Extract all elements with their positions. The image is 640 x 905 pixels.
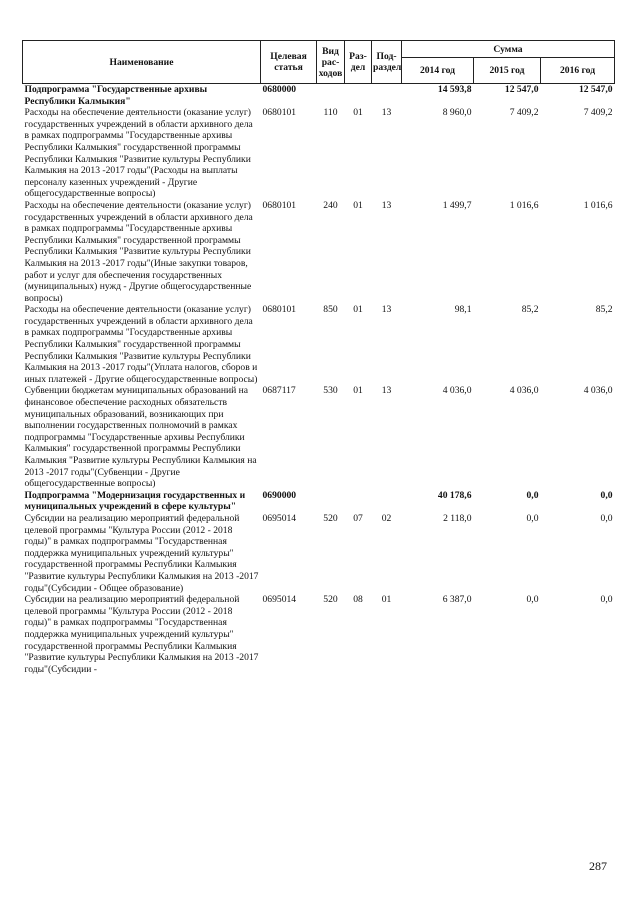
cell-kind: 530: [323, 385, 338, 397]
cell-subsection: 13: [381, 304, 392, 316]
cell-target: 0680000: [262, 84, 297, 95]
cell-2015: 0,0: [526, 512, 539, 524]
cell-section: 01: [353, 199, 363, 211]
page-number: 287: [589, 859, 607, 873]
cell-subsection: [372, 490, 402, 513]
table-body: [23, 84, 615, 676]
subprogram-row: [23, 84, 615, 108]
cell-subsection: 01: [381, 594, 392, 606]
cell-2016: 85,2: [595, 304, 613, 316]
cell-2014: 14 593,8: [437, 84, 472, 95]
header-year-2016: 2016 год: [541, 58, 615, 84]
cell-target: 0690000: [262, 489, 297, 501]
cell-2014: 4 036,0: [442, 385, 472, 397]
cell-target: 0680101: [262, 304, 297, 316]
cell-name: Подпрограмма "Государственные архивы Республики Калмыкия": [24, 84, 208, 107]
cell-name: Подпрограмма "Модернизация государственных и муниципальных учреждений в сфере культуры": [24, 489, 246, 513]
cell-target: 0680101: [262, 199, 297, 211]
cell-section: 01: [353, 385, 363, 397]
cell-kind: [317, 84, 345, 108]
budget-table: [22, 40, 615, 675]
cell-name: Субсидии на реализацию мероприятий федеральной целевой программы "Культура России (2012 - 2018 годы)" в рамках подпрограммы "Государственная поддержка муниципальных учреждений культуры" государственной программы Республики Калмыкия "Развитие культуры Республики Калмыкия на 2013 -2017 годы"(Субсидии - Общее образование): [24, 512, 259, 594]
header-kind: Вид рас-ходов: [317, 41, 345, 84]
cell-target: 0680101: [262, 107, 297, 119]
table-row: [23, 513, 615, 594]
cell-section: 08: [353, 594, 363, 606]
cell-section: 01: [353, 107, 363, 119]
cell-kind: 850: [323, 304, 338, 316]
cell-2014: 2 118,0: [443, 512, 472, 524]
cell-subsection: [372, 84, 402, 108]
cell-subsection: 13: [381, 199, 392, 211]
subprogram-row: [23, 490, 615, 513]
table-row: [23, 107, 615, 200]
cell-section: 07: [353, 512, 363, 524]
cell-2014: 1 499,7: [442, 199, 472, 211]
cell-2015: 85,2: [521, 304, 539, 316]
cell-subsection: 02: [381, 512, 392, 524]
cell-2016: 0,0: [600, 594, 613, 606]
cell-2015: 0,0: [526, 489, 539, 501]
header-section: Раз-дел: [345, 41, 372, 84]
cell-2014: 98,1: [454, 304, 472, 316]
cell-2016: 4 036,0: [583, 385, 613, 397]
cell-2015: 0,0: [526, 594, 539, 606]
header-name: Наименование: [23, 41, 261, 84]
cell-2014: 6 387,0: [442, 594, 472, 606]
table-row: [23, 200, 615, 304]
cell-2014: 8 960,0: [442, 107, 472, 119]
cell-name: Расходы на обеспечение деятельности (оказание услуг) государственных учреждений в области архивного дела в рамках подпрограммы "Государственные архивы Республики Калмыкия" государственной программы Республики Калмыкия "Развитие культуры Республики Калмыкия на 2013 -2017 годы"(Уплата налогов, сборов и иных платежей - Другие общегосударственные вопросы): [24, 304, 258, 385]
cell-kind: 520: [323, 512, 338, 524]
cell-target: 0695014: [262, 512, 297, 524]
cell-name: Субвенции бюджетам муниципальных образований на финансовое обеспечение расходных обязательств муниципальных образований, возникающих при выполнении государственных полномочий в рамках подпрограммы "Государственные архивы Республики Калмыкия" государственной программы Республики Калмыкия "Развитие культуры Республики Калмыкия на 2013 -2017 годы"(Субвенции - Другие общегосударственные вопросы): [24, 385, 257, 490]
cell-name: Расходы на обеспечение деятельности (оказание услуг) государственных учреждений в области архивного дела в рамках подпрограммы "Государственные архивы Республики Калмыкия" государственной программы Республики Калмыкия "Развитие культуры Республики Калмыкия на 2013 -2017 годы"(Расходы на выплаты персоналу казенных учреждений - Другие общегосударственные вопросы): [24, 107, 253, 200]
cell-2016: 0,0: [600, 512, 613, 524]
header-target: Целевая статья: [261, 41, 317, 84]
cell-kind: [317, 490, 345, 513]
cell-kind: 240: [323, 199, 338, 211]
header-subsection: Под-раздел: [372, 41, 402, 84]
table-row: [23, 385, 615, 489]
header-year-2014: 2014 год: [402, 58, 474, 84]
cell-2016: 12 547,0: [578, 84, 613, 95]
cell-kind: 110: [323, 107, 338, 119]
cell-name: Расходы на обеспечение деятельности (оказание услуг) государственных учреждений в области архивного дела в рамках подпрограммы "Государственные архивы Республики Калмыкия" государственной программы Республики Калмыкия "Развитие культуры Республики Калмыкия на 2013 -2017 годы"(Иные закупки товаров, работ и услуг для обеспечения государственных (муниципальных) нужд - Другие общегосударственные вопросы): [24, 199, 253, 304]
cell-2016: 1 016,6: [583, 199, 613, 211]
cell-kind: 520: [323, 594, 338, 606]
table-header: [23, 41, 615, 84]
cell-section: [345, 84, 372, 108]
cell-section: [345, 490, 372, 513]
cell-2015: 4 036,0: [509, 385, 539, 397]
cell-target: 0687117: [262, 385, 296, 397]
cell-2016: 7 409,2: [583, 107, 613, 119]
cell-target: 0695014: [262, 594, 297, 606]
cell-2015: 7 409,2: [509, 107, 539, 119]
cell-subsection: 13: [381, 385, 392, 397]
table-row: [23, 594, 615, 675]
header-year-2015: 2015 год: [474, 58, 541, 84]
header-sum: Сумма: [402, 41, 615, 58]
cell-subsection: 13: [381, 107, 392, 119]
cell-2015: 12 547,0: [504, 84, 539, 95]
cell-name: Субсидии на реализацию мероприятий федеральной целевой программы "Культура России (2012 - 2018 годы)" в рамках подпрограммы "Государственная поддержка муниципальных учреждений культуры" государственной программы Республики Калмыкия "Развитие культуры Республики Калмыкия на 2013 -2017 годы"(Субсидии -: [24, 594, 259, 675]
cell-2016: 0,0: [600, 489, 613, 501]
cell-2015: 1 016,6: [509, 199, 539, 211]
cell-2014: 40 178,6: [437, 489, 472, 501]
cell-section: 01: [353, 304, 363, 316]
table-row: [23, 304, 615, 385]
